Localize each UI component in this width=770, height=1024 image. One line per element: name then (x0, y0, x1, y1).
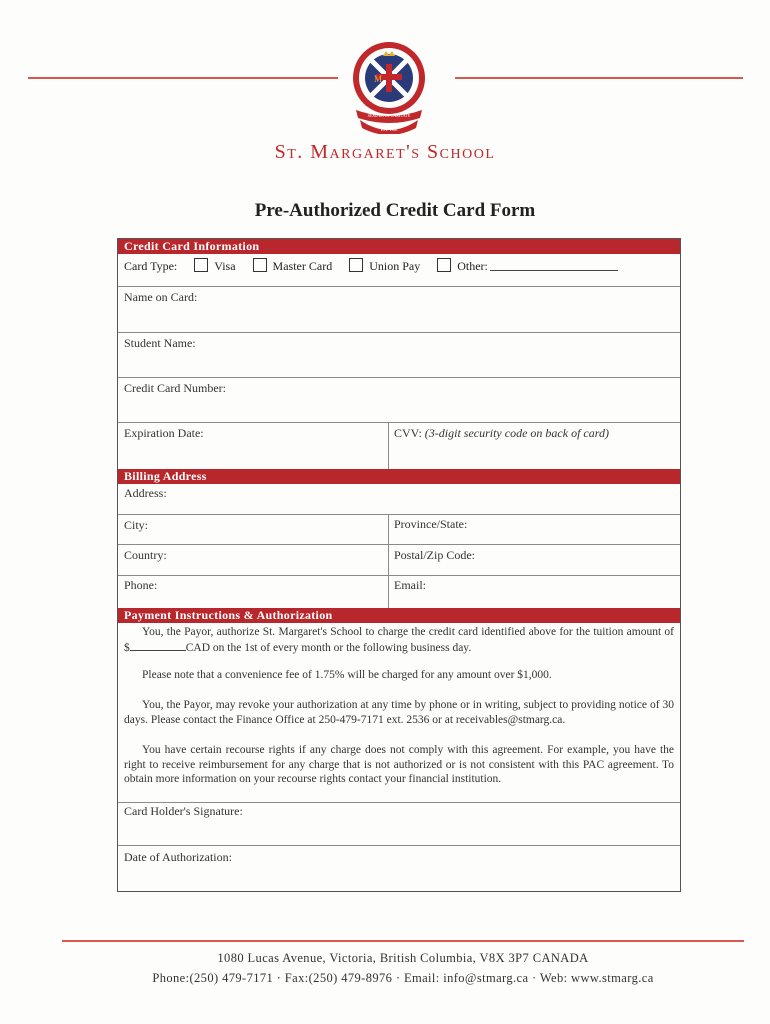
other-card-blank[interactable] (490, 259, 618, 271)
visa-checkbox[interactable] (194, 258, 208, 272)
unionpay-checkbox[interactable] (349, 258, 363, 272)
section-header-card-info: Credit Card Information (118, 239, 680, 254)
divider (118, 802, 680, 803)
mastercard-checkbox[interactable] (253, 258, 267, 272)
header-rule-left (28, 77, 338, 79)
country-field[interactable]: Country: (124, 548, 167, 562)
province-field[interactable]: Province/State: (394, 517, 468, 531)
school-crest-logo (346, 36, 432, 134)
postal-code-field[interactable]: Postal/Zip Code: (394, 548, 475, 562)
credit-card-form (117, 238, 681, 892)
authorization-paragraph: You, the Payor, authorize St. Margaret's School to charge the credit card identified above for the tuition amount of $ CAD on the 1st of every month or the following business day. (124, 626, 674, 654)
address-field[interactable]: Address: (124, 486, 167, 500)
student-name-field[interactable]: Student Name: (124, 336, 196, 350)
divider (118, 514, 680, 515)
card-option-other[interactable]: Other: (437, 259, 618, 273)
divider (118, 377, 680, 378)
revocation-paragraph: You, the Payor, may revoke your authorization at any time by phone or in writing, subject to providing notice of 30 days. Please contact the Finance Office at 250-479-7171 ext. 2536 or at receivables@stmarg.ca. (124, 699, 674, 726)
school-name: St. Margaret's School (274, 141, 496, 163)
divider (118, 332, 680, 333)
expiration-date-field[interactable]: Expiration Date: (124, 426, 204, 440)
recourse-paragraph: You have certain recourse rights if any charge does not comply with this agreement. For example, you have the right to receive reimbursement for any charge that is not authorized or is not consistent with this PAC agreement. To obtain more information on your recourse rights contact your financial institution. (124, 744, 674, 785)
date-of-authorization-field[interactable]: Date of Authorization: (124, 850, 232, 864)
card-option-unionpay[interactable]: Union Pay (349, 259, 420, 273)
divider (118, 575, 680, 576)
convenience-fee-paragraph: Please note that a convenience fee of 1.75% will be charged for any amount over $1,000. (142, 669, 552, 681)
footer-address: 1080 Lucas Avenue, Victoria, British Columbia, V8X 3P7 CANADA (217, 951, 589, 965)
divider (388, 422, 389, 469)
section-header-billing: Billing Address (118, 469, 680, 484)
signature-field[interactable]: Card Holder's Signature: (124, 804, 243, 818)
divider (118, 422, 680, 423)
footer-rule (62, 940, 744, 942)
card-type-row (124, 258, 618, 274)
name-on-card-field[interactable]: Name on Card: (124, 290, 198, 304)
divider (118, 845, 680, 846)
cvv-field[interactable]: CVV: (3-digit security code on back of card) (394, 426, 609, 440)
city-field[interactable]: City: (124, 518, 149, 532)
section-header-payment: Payment Instructions & Authorization (118, 608, 680, 623)
other-checkbox[interactable] (437, 258, 451, 272)
divider (118, 544, 680, 545)
header-rule-right (455, 77, 743, 79)
crest-ribbon-text: SEMPER IN CARITATE (367, 113, 411, 118)
card-option-mastercard[interactable]: Master Card (253, 259, 333, 273)
form-title: Pre-Authorized Credit Card Form (254, 200, 536, 221)
card-type-label: Card Type: (124, 259, 178, 273)
card-option-visa[interactable]: Visa (194, 259, 235, 273)
divider (388, 514, 389, 608)
divider (118, 286, 680, 287)
card-number-field[interactable]: Credit Card Number: (124, 381, 226, 395)
cvv-hint: (3-digit security code on back of card) (424, 426, 609, 440)
crest-letter: M (374, 74, 383, 84)
phone-field[interactable]: Phone: (124, 578, 158, 592)
email-field[interactable]: Email: (394, 578, 426, 592)
tuition-amount-blank[interactable] (130, 640, 186, 651)
footer-contact: Phone:(250) 479-7171 · Fax:(250) 479-8976 · Email: info@stmarg.ca · Web: www.stmarg.ca (152, 971, 654, 985)
crest-year-text: EST. 1908 (380, 127, 398, 132)
